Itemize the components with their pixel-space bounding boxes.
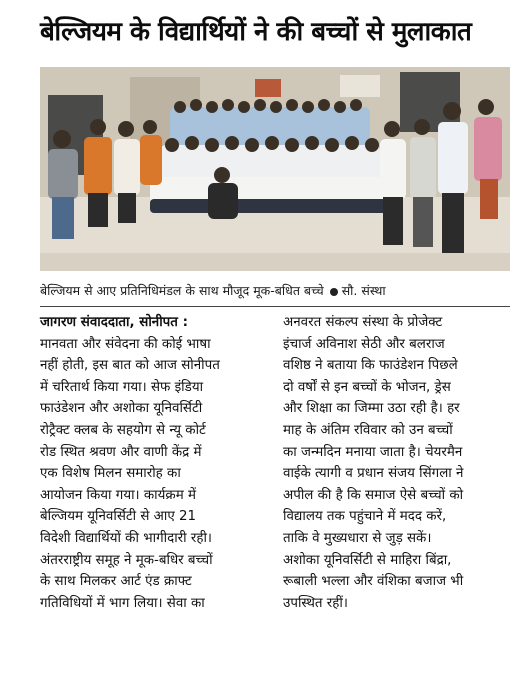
article-line: के साथ मिलकर आर्ट एंड क्राफ्ट — [40, 574, 192, 590]
article-line: अंतरराष्ट्रीय समूह ने मूक-बधिर बच्चों — [40, 552, 213, 568]
article-line: वशिष्ठ ने बताया कि फाउंडेशन पिछले — [283, 358, 458, 374]
article-line: मानवता और संवेदना की कोई भाषा — [40, 336, 211, 352]
article-line: एक विशेष मिलन समारोह का — [40, 466, 181, 482]
article-line: अनवरत संकल्प संस्था के प्रोजेक्ट — [283, 315, 443, 330]
article-line: नहीं होती, इस बात को आज सोनीपत — [40, 358, 220, 374]
article-line: वाईके त्यागी व प्रधान संजय सिंगला ने — [283, 466, 464, 482]
group-photo-illustration — [40, 67, 510, 271]
headline: बेल्जियम के विद्यार्थियों ने की बच्चों से मुलाकात — [40, 17, 472, 47]
article-column-right — [283, 312, 511, 614]
article-line: का जन्मदिन मनाया जाता है। चेयरमैन — [283, 444, 463, 460]
caption-divider — [40, 306, 510, 307]
article-line: इंचार्ज अविनाश सेठी और बलराज — [283, 336, 445, 352]
article-line: आयोजन किया गया। कार्यक्रम में — [40, 487, 196, 503]
article-line: बेल्जियम यूनिवर्सिटी से आए 21 — [40, 509, 197, 525]
article-line: माह के अंतिम रविवार को उन बच्चों — [283, 422, 453, 438]
caption-bullet-icon — [330, 288, 338, 296]
article-line: गतिविधियों में भाग लिया। सेवा का — [40, 595, 205, 611]
article-line: अशोका यूनिवर्सिटी से माहिरा बिंद्रा, — [283, 552, 452, 568]
article-line: फाउंडेशन और अशोका यूनिवर्सिटी — [40, 401, 203, 417]
article-byline: जागरण संवाददाता, सोनीपत : — [40, 315, 188, 330]
article-line: में चरितार्थ किया गया। सेफ इंडिया — [40, 379, 204, 395]
caption-text: बेल्जियम से आए प्रतिनिधिमंडल के साथ मौजूद मूक-बधित बच्चे — [40, 283, 324, 298]
article-line: और शिक्षा का जिम्मा उठा रही है। हर — [283, 401, 460, 417]
article-column-left — [40, 312, 272, 614]
article-line: उपस्थित रहीं। — [283, 595, 348, 611]
article-line: ताकि वे मुख्यधारा से जुड़ सकें। — [283, 530, 432, 546]
photo-caption — [40, 280, 510, 302]
article-line: रूबाली भल्ला और वंशिका बजाज भी — [283, 574, 464, 590]
article-line: विद्यालय तक पहुंचाने में मदद करें, — [283, 509, 447, 525]
article-line: दो वर्षों से इन बच्चों के भोजन, ड्रेस — [283, 379, 451, 395]
article-line: अपील की है कि समाज ऐसे बच्चों को — [283, 487, 464, 503]
article-line: रोड स्थित श्रवण और वाणी केंद्र में — [40, 444, 202, 460]
article-line: विदेशी विद्यार्थियों की भागीदारी रही। — [40, 530, 212, 546]
article-line: रोट्रैक्ट क्लब के सहयोग से न्यू कोर्ट — [40, 422, 206, 438]
caption-credit: सौ. संस्था — [341, 283, 386, 298]
news-photo — [40, 67, 510, 271]
